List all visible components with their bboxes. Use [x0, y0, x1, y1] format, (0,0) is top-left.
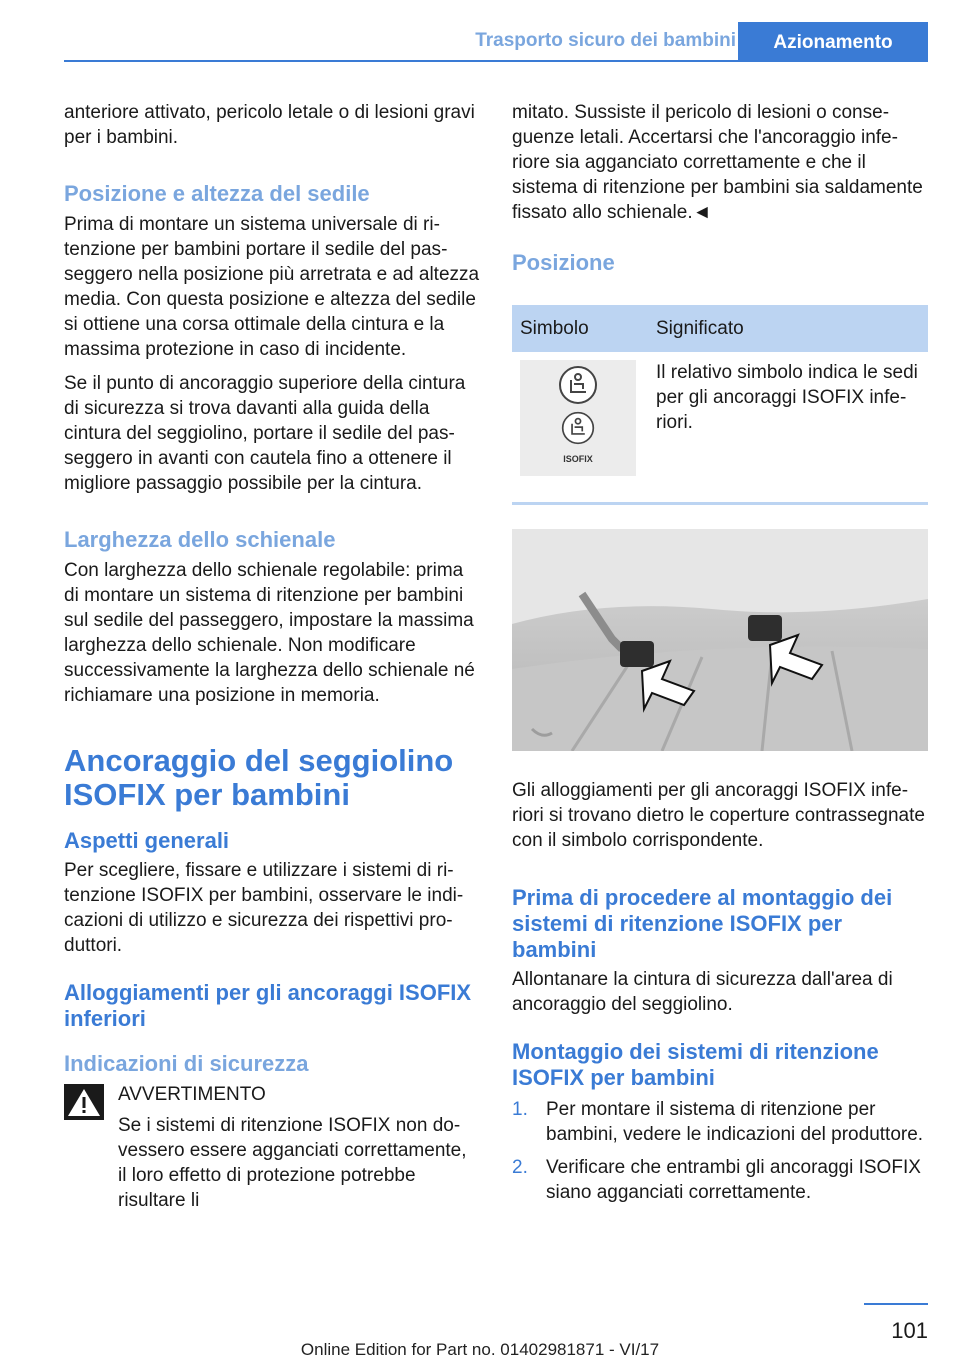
list-item [512, 1155, 928, 1205]
general-paragraph: Per scegliere, fissare e utilizzare i sistemi di ritenzione ISOFIX per bambini, osservare le indicazioni di utilizzo e sicurezza dei rispettivi produttori. [64, 860, 464, 956]
step-text: Per montare il sistema di ritenzione per bambini, vedere le indicazioni del produttore. [546, 1099, 924, 1145]
seat-paragraph-2: Se il punto di ancoraggio superiore della cintura di sicurezza si trova davanti alla guida della cintura del seggiolino, portare il sedile del passeggero in avanti con cautela fino a ottenere il migliore passaggio possibile per la cintura. [64, 373, 466, 494]
step-number: 2. [512, 1157, 528, 1178]
heading-lower-anchors: Alloggiamenti per gli ancoraggi ISOFIX inferiori [64, 980, 472, 1031]
symbol-table-header [512, 305, 928, 352]
step-text: Verificare che entrambi gli ancoraggi ISOFIX siano agganciati correttamente. [546, 1157, 921, 1203]
heading-position: Posizione [512, 250, 615, 275]
seat-paragraph-1: Prima di montare un sistema universale di ritenzione per bambini portare il sedile del passeggero nella posizione più arretrata e ad altezza media. Con questa posizione e altezza del sedile si ottiene una corsa ottimale della cintura e la massima protezione in caso di incidente. [64, 214, 480, 360]
chapter-title-isofix: Ancoraggio del seggiolino ISOFIX per bambini [64, 743, 454, 812]
backrest-paragraph: Con larghezza dello schienale regolabile: prima di montare un sistema di ritenzione per bambini sul sedile del passeggero, impostare la massima larghezza dello schienale. Non modificare successivamente la larghezza dello schienale né richiamare una posizione in memoria. [64, 560, 475, 706]
heading-backrest-width: Larghezza dello schienale [64, 527, 336, 552]
isofix-photo [512, 529, 928, 751]
page-number: 101 [891, 1318, 928, 1343]
table-row [512, 352, 928, 488]
heading-before-mounting: Prima di procedere al montaggio dei sistemi di ritenzione ISOFIX per bambini [512, 885, 893, 962]
warning-block [64, 1082, 480, 1213]
warning-triangle-icon [64, 1084, 104, 1120]
warning-text [118, 1113, 480, 1213]
step-number: 1. [512, 1099, 528, 1120]
isofix-symbol [520, 360, 636, 476]
footer-edition: Online Edition for Part no. 01402981871 - VI/17 [300, 1340, 660, 1359]
heading-mounting: Montaggio dei sistemi di ritenzione ISOFIX per bambini [512, 1039, 879, 1090]
intro-paragraph: anteriore attivato, pericolo letale o di lesioni gravi per i bambini. [64, 102, 475, 148]
list-item [512, 1097, 928, 1147]
heading-safety: Indicazioni di sicurezza [64, 1051, 309, 1076]
table-bottom-rule [512, 502, 928, 505]
footer-rule [864, 1303, 928, 1305]
mounting-steps [512, 1097, 928, 1205]
photo-caption: Gli alloggiamenti per gli ancoraggi ISOFIX inferiori si trovano dietro le coperture contrassegnate con il simbolo corrispondente. [512, 780, 925, 851]
before-paragraph: Allontanare la cintura di sicurezza dall'area di ancoraggio del seggiolino. [512, 969, 893, 1015]
symbol-table [512, 305, 928, 488]
header-chapter-tab[interactable]: Azionamento [738, 22, 928, 62]
meaning-cell: Il relativo simbolo indica le sedi per gli ancoraggi ISOFIX inferiori. [656, 362, 918, 433]
column-header-symbol: Simbolo [512, 305, 648, 352]
child-seat-icon [558, 365, 598, 405]
header-rule [64, 60, 928, 62]
warning-text-start: Se i sistemi di ritenzione ISOFIX non dovessero essere agganciati correttamente, il loro effetto di protezione potrebbe risultare li [118, 1115, 467, 1211]
heading-general: Aspetti generali [64, 828, 230, 853]
left-column [64, 100, 480, 1222]
isofix-seat-icon [561, 411, 595, 445]
symbol-cell [512, 352, 648, 488]
heading-seat-position: Posizione e altezza del sedile [64, 181, 370, 206]
header-section-title: Trasporto sicuro dei bambini [475, 30, 736, 51]
isofix-icon-label: ISOFIX [563, 453, 593, 464]
warning-title: AVVERTIMENTO [118, 1084, 266, 1105]
warning-continuation: mitato. Sussiste il pericolo di lesioni o conseguenze letali. Accertarsi che l'ancoraggio inferiore sia agganciato correttamente e che il sistema di ritenzione per bambini sia saldamente fissato allo schienale.◄ [512, 102, 923, 223]
right-column [512, 100, 928, 1213]
column-header-meaning: Significato [648, 305, 928, 352]
